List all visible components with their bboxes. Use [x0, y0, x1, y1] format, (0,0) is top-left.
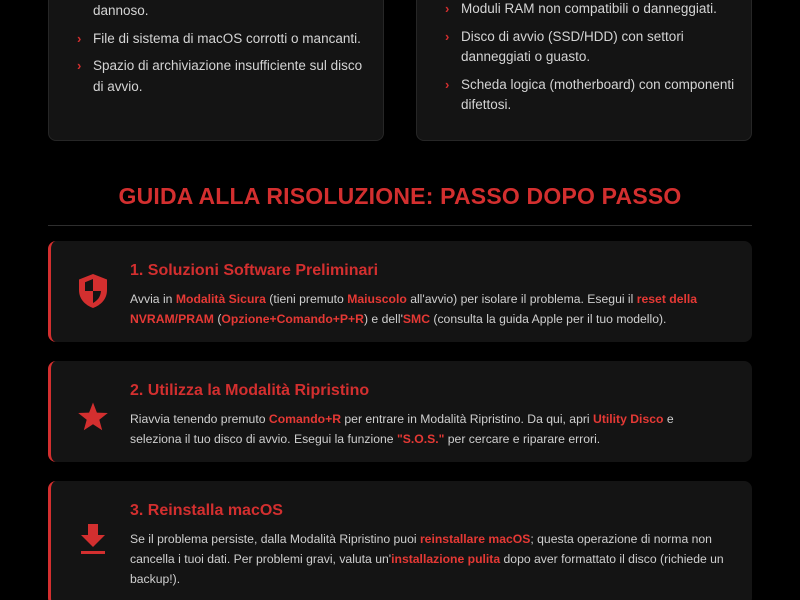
- software-causes-list: [77, 1, 367, 104]
- highlight-smc: SMC: [402, 311, 430, 326]
- step-body: [130, 261, 728, 330]
- hardware-causes-card: [416, 0, 752, 141]
- highlight-key-combo: Comando+R: [268, 412, 342, 426]
- list-item: [445, 27, 735, 68]
- text-span: ) e dell': [363, 311, 403, 326]
- chevron-right-icon: ›: [77, 58, 82, 73]
- text-span: (tieni premuto: [265, 292, 348, 306]
- highlight-reinstall: reinstallare macOS: [419, 532, 531, 546]
- cause-text: dannoso.: [93, 3, 149, 18]
- step-description: [130, 530, 728, 589]
- chevron-right-icon: ›: [77, 30, 82, 46]
- highlight-clean-install: installazione pulita: [391, 551, 501, 566]
- text-span: per entrare in Modalità Ripristino. Da qui, apri: [341, 412, 594, 426]
- chevron-right-icon: ›: [445, 28, 450, 44]
- cause-text: File di sistema di macOS corrotti o mancanti.: [93, 30, 361, 46]
- cause-text: Spazio di archiviazione insufficiente sul disco di avvio.: [93, 58, 363, 94]
- step-body: [130, 501, 728, 589]
- step-description: [130, 410, 728, 450]
- text-span: per cercare e riparare errori.: [444, 431, 601, 446]
- list-item: [77, 56, 367, 97]
- chevron-right-icon: ›: [445, 76, 450, 92]
- step-title: 1. Soluzioni Software Preliminari: [130, 262, 379, 279]
- highlight-first-aid: "S.O.S.": [396, 431, 445, 446]
- software-causes-card: [48, 0, 384, 141]
- text-span: ; questa operazione di norma non cancella i tuoi dati. Per problemi gravi, valuta un': [130, 532, 712, 566]
- step-body: [130, 381, 728, 450]
- text-span: Se il problema persiste, dalla Modalità Ripristino puoi: [130, 532, 420, 546]
- step-title: 3. Reinstalla macOS: [130, 502, 283, 519]
- highlight-key-combo: Opzione+Comando+P+R: [221, 311, 364, 326]
- text-span: Avvia in: [130, 292, 176, 306]
- chevron-right-icon: ›: [445, 1, 450, 16]
- list-item: [445, 0, 735, 20]
- highlight-disk-utility: Utility Disco: [593, 412, 664, 426]
- step-title: 2. Utilizza la Modalità Ripristino: [130, 382, 370, 399]
- text-span: e seleziona il tuo disco di avvio. Esegui la funzione: [130, 412, 674, 446]
- text-span: all'avvio) per isolare il problema. Esegui il: [406, 292, 637, 306]
- cause-text: Scheda logica (motherboard) con componenti difettosi.: [461, 76, 735, 112]
- list-item: [445, 75, 735, 116]
- highlight-safe-mode: Modalità Sicura: [175, 292, 266, 306]
- cause-text: Moduli RAM non compatibili o danneggiati.: [461, 1, 717, 16]
- text-span: (consulta la guida Apple per il tuo modello).: [430, 311, 667, 326]
- text-span: Riavvia tenendo premuto: [130, 412, 269, 426]
- shield-icon: [75, 273, 111, 309]
- highlight-shift-key: Maiuscolo: [347, 292, 407, 306]
- step-description: [130, 290, 728, 330]
- highlight-nvram-reset: reset della NVRAM/PRAM: [130, 292, 698, 326]
- section-divider: [48, 225, 752, 226]
- text-span: dopo aver formattato il disco (richiede un backup!).: [130, 551, 724, 586]
- download-icon: [75, 521, 111, 557]
- star-icon: [75, 399, 111, 435]
- section-title: GUIDA ALLA RISOLUZIONE: PASSO DOPO PASSO: [118, 183, 682, 209]
- text-span: (: [213, 311, 222, 326]
- step-card-2: [48, 361, 752, 462]
- list-item: [77, 29, 367, 50]
- cause-text: Disco di avvio (SSD/HDD) con settori danneggiati o guasto.: [461, 28, 684, 64]
- hardware-causes-list: [445, 0, 735, 123]
- step-card-1: [48, 241, 752, 342]
- list-item: [77, 1, 367, 22]
- step-card-3: [48, 481, 752, 600]
